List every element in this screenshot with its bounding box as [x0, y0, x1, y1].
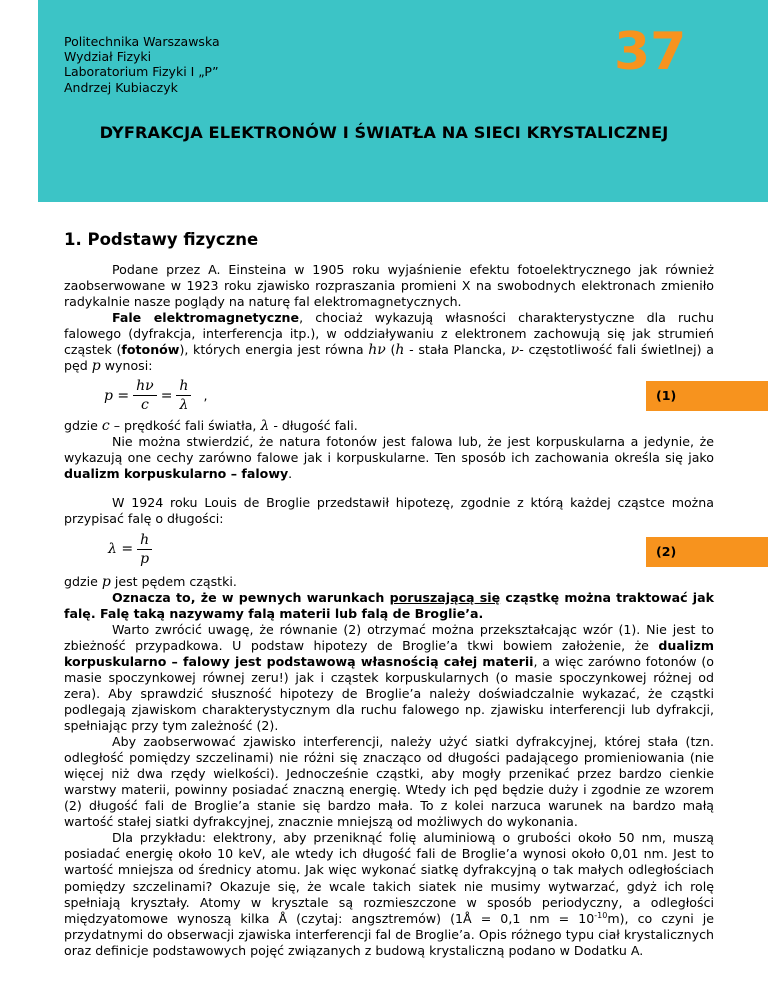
text-run: jest pędem cząstki.: [110, 573, 237, 589]
fraction: [137, 532, 152, 567]
paragraph-10: [64, 830, 714, 958]
chapter-number: 37: [614, 22, 687, 82]
equals-sign: =: [160, 387, 173, 404]
equation-comma: ,: [203, 387, 208, 403]
equation-number-1: (1): [646, 381, 768, 411]
paragraph-7: [64, 590, 714, 622]
equation-lhs: λ =: [108, 541, 134, 558]
text-run: .: [288, 466, 293, 482]
bold-term: dualizm korpuskularno – falowy jest podstawową własnością całej materii: [64, 637, 714, 669]
paragraph-3: [64, 418, 714, 434]
underlined-term: poruszającą się: [389, 589, 501, 605]
text-run: Nie można stwierdzić, że natura fotonów jest falowa lub, że jest korpuskularna a jedynie, że wykazują one cechy zarówno falowe jak i korpuskularne. Ten sposób ich zachowania określa się jako: [64, 434, 714, 466]
institution-line: Laboratorium Fizyki I „P”: [64, 64, 219, 80]
equation-1: [64, 374, 714, 418]
institution-line: Wydział Fizyki: [64, 49, 152, 65]
fraction-denominator: λ: [179, 397, 189, 414]
text-run: Oznacza to, że w pewnych warunkach: [112, 589, 390, 605]
text-run: Dla przykładu: elektrony, aby przeniknąć folię aluminiową o grubości około 50 nm, muszą posiadać energię około 10 keV, ale wtedy ich długość fali de Broglie’a wynosi około 0,01 nm. Jest to wartość mniejsza od średnicy atomu. Jak więc wykonać siatkę dyfrakcyjną o tak małych odległościach pomiędzy szczelinami? Okazuje się, że wcale takich siatek nie musimy wytwarzać, gdyż ich rolę spełniają kryształy. Atomy w krysztale są rozmieszczone w sposób periodyczny, a odległości międzyatomowe wynoszą kilka Å (czytaj: angsztremów) (1Å = 0,1 nm = 10: [64, 830, 714, 926]
institution-line: Andrzej Kubiaczyk: [64, 79, 178, 95]
bold-term: dualizm korpuskularno – falowy: [64, 466, 289, 482]
fraction-denominator: c: [141, 397, 149, 414]
paragraph-9: Aby zaobserwować zjawisko interferencji, należy użyć siatki dyfrakcyjnej, której stała (tzn. odległość pomiędzy szczelinami) nie różni się znacząco od długości padającego promieniowania (nie więcej niż dwa rzędy wielkości). Jednocześnie cząstki, aby mogły przenikać przez bardzo cienkie warstwy materii, powinny posiadać znaczną energię. Wtedy ich pęd będzie duży i zgodnie ze wzorem (2) długość fali de Broglie’a stanie się bardzo mała. To z kolei narzuca warunek na bardzo małą wartość stałej siatki dyfrakcyjnej, znacznie mniejszą od możliwych do wykonania.: [64, 734, 714, 830]
math-symbol: hν: [368, 342, 386, 359]
paragraph-4: [64, 434, 714, 482]
bold-term: Fale elektromagnetyczne: [112, 310, 300, 326]
fraction-numerator: h: [137, 532, 152, 550]
text-run: (: [385, 342, 396, 358]
text-run: cząstkę można traktować jak falę. Falę taką nazywamy falą materii lub falą de Broglie’a.: [64, 589, 714, 621]
text-run: Warto zwrócić uwagę, że równanie (2) otrzymać można przekształcając wzór (1). Nie jest to zbieżność przypadkowa. U podstaw hipotezy de Broglie’a tkwi bowiem założenie, że: [64, 621, 714, 653]
math-symbol: p: [91, 358, 101, 375]
fraction: [133, 378, 157, 413]
fraction: [176, 378, 191, 413]
bold-term: fotonów: [121, 342, 180, 358]
text-run: gdzie: [64, 573, 102, 589]
spacer: [64, 483, 714, 495]
text-run: – prędkość fali światła,: [109, 418, 261, 434]
institution-line: Politechnika Warszawska: [64, 34, 220, 49]
document-title: DYFRAKCJA ELEKTRONÓW I ŚWIATŁA NA SIECI KRYSTALICZNEJ: [99, 123, 669, 142]
text-run: , a więc zarówno fotonów (o masie spoczynkowej równej zeru!) jak i cząstek korpuskularnych (o masie spoczynkowej różnej od zera). Aby sprawdzić słuszność hipotezy de Broglie’a należy doświadczalnie wykazać, że cząstki podlegają zjawiskom charakterystycznym dla ruchu falowego np. zjawisku interferencji lub dyfrakcji, spełniając przy tym zależność (2).: [64, 653, 714, 734]
equation-2: [64, 530, 714, 574]
fraction-numerator: h: [176, 378, 191, 396]
text-run: m), co czyni je przydatnymi do obserwacji zjawiska interferencji fal de Broglie’a. Opis różnego typu ciał krystalicznych oraz definicje podstawowych pojęć związanych z budową krystaliczną podano w Dodatku A.: [64, 910, 714, 958]
text-run: - stała Plancka,: [404, 342, 511, 358]
fraction-numerator: hν: [133, 378, 157, 396]
math-symbol: c: [101, 418, 110, 435]
math-symbol: ν: [510, 342, 520, 359]
text-run: wynosi:: [100, 358, 153, 374]
equation-lhs: p =: [104, 387, 130, 404]
document-body: [64, 262, 714, 959]
paragraph-2: [64, 310, 714, 374]
math-symbol: h: [395, 342, 405, 359]
equation-number-2: (2): [646, 537, 768, 567]
paragraph-1: Podane przez A. Einsteina w 1905 roku wyjaśnienie efektu fotoelektrycznego jak również zaobserwowane w 1923 roku zjawisko rozpraszania promieni X na swobodnych elektronach zmieniło radykalnie nasze poglądy na naturę fal elektromagnetycznych.: [64, 262, 714, 310]
text-run: gdzie: [64, 418, 102, 434]
paragraph-8: [64, 622, 714, 734]
math-symbol: p: [101, 573, 111, 590]
text-run: ), których energia jest równa: [179, 342, 369, 358]
paragraph-6: [64, 574, 714, 590]
paragraph-5: W 1924 roku Louis de Broglie przedstawił hipotezę, zgodnie z którą każdej cząstce można przypisać falę o długości:: [64, 494, 714, 526]
superscript: -10: [594, 910, 608, 920]
text-run: , chociaż wykazują własności charakterystyczne dla ruchu falowego (dyfrakcja, interferencja itp.), w oddziaływaniu z elektronem zachowują się jak strumień cząstek (: [64, 310, 714, 358]
institution-block: [64, 34, 220, 95]
text-run: - częstotliwość fali świetlnej) a pęd: [64, 342, 714, 374]
fraction-denominator: p: [140, 550, 150, 567]
text-run: - długość fali.: [269, 418, 358, 434]
math-symbol: λ: [260, 418, 270, 435]
section-heading: 1. Podstawy fizyczne: [64, 230, 259, 249]
